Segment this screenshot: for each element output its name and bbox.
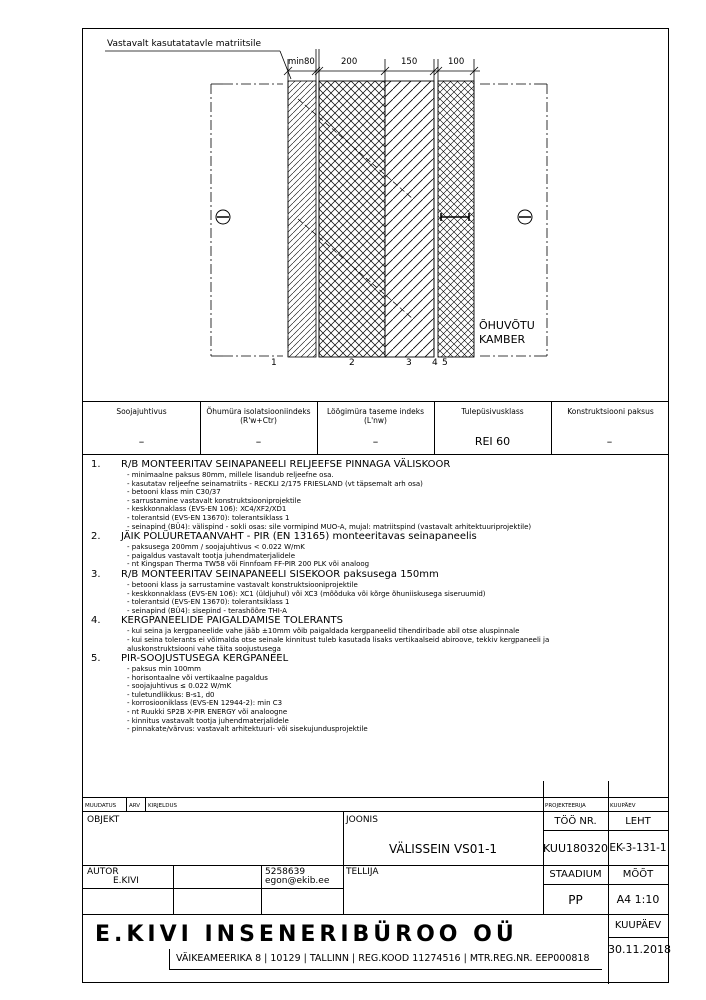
note-item: - minimaalne paksus 80mm, millele lisandub reljeefne osa. [127, 471, 334, 479]
note-item: - kasutatav reljeefne seinamatriits - RECKLI 2/175 FRIESLAND (vt täpsemalt arh osa) [127, 479, 423, 488]
too-nr-label: TÖÖ NR. [554, 816, 597, 827]
company-name: E.KIVI INSENERIBÜROO OÜ [95, 922, 518, 947]
note-title: KERGPANEELIDE PAIGALDAMISE TOLERANTS [121, 615, 343, 627]
notes-list [91, 459, 661, 734]
rev-arv: ARV [129, 803, 141, 809]
rev-projekteerija: PROJEKTEERIJA [545, 803, 586, 809]
note-heading [91, 531, 661, 543]
kuupaev-label: KUUPÄEV [614, 920, 662, 931]
rev-kuupaev: KUUPÄEV [610, 803, 636, 809]
section-marker-left [216, 210, 230, 224]
divider [83, 454, 668, 455]
prop-value-loogimura: – [372, 435, 379, 448]
note-item: - paigaldus vastavalt tootja juhendmaterjalidele [127, 551, 295, 560]
col-divider [343, 811, 344, 914]
note-item: - nt Kingspan Therma TW58 või Finnfoam FF-PIR 200 PLK või analoog [127, 560, 370, 569]
tellija-label: TELLIJA [346, 867, 379, 877]
divider [543, 830, 668, 831]
note-number: 1. [91, 459, 101, 470]
col-divider [145, 797, 146, 811]
col-divider [261, 865, 262, 914]
divider [83, 401, 668, 402]
note-item: - betooni klass min C30/37 [127, 488, 221, 497]
leht-label: LEHT [625, 816, 651, 827]
dim-100: 100 [448, 57, 465, 67]
note-title: PIR-SOOJUSTUSEGA KERGPANEEL [121, 653, 289, 665]
note-item: - tuletundlikkus: B-s1, d0 [127, 690, 215, 699]
prop-label-ohumura: Õhumüra isolatsiooniindeks (R'w+Ctr) [206, 407, 311, 425]
note-item: - tolerantsid (EVS-EN 13670): tolerantsiklass 1 [127, 598, 290, 607]
prop-value-tulepusivus: REI 60 [474, 435, 511, 448]
note-heading [91, 653, 661, 665]
layer-number-4: 4 [432, 358, 438, 368]
objekt-label: OBJEKT [87, 815, 120, 825]
phone: 5258639 [265, 867, 306, 877]
layer-pir-insulation [319, 81, 385, 357]
drawing-sheet [82, 28, 669, 983]
joonis-label: JOONIS [346, 815, 378, 825]
note-item: - seinapind (BÜ4): sisepind - terashõõre THI-A [127, 606, 287, 615]
email: egon@ekib.ee [265, 876, 330, 886]
notes-section [91, 459, 661, 734]
col-divider [126, 797, 127, 811]
divider [543, 884, 668, 885]
note-number: 2. [91, 531, 101, 543]
note-title: JÄIK POLÜURETAANVAHT - PIR (EN 13165) monteeritavas seinapaneelis [121, 531, 477, 543]
divider [83, 797, 668, 798]
rev-kirjeldus: KIRJELDUS [148, 803, 177, 809]
note-item: - pinnakate/värvus: vastavalt arhitektuuri- või sisekujundusprojektile [127, 725, 368, 734]
layer-number-2: 2 [349, 358, 355, 368]
note-block [91, 459, 661, 531]
layer-number-5: 5 [442, 358, 448, 368]
note-block [91, 653, 661, 734]
prop-value-ohumura: – [255, 435, 262, 448]
top-note: Vastavalt kasutatatavle matriitsile [107, 39, 262, 49]
leht-value: EK-3-131-1 [609, 842, 667, 854]
note-item: - seinapind (BÜ4): välispind - sokli osas: sile vormipind MUO-A, mujal: matriitspind (vastavalt arhitektuuriprojektile) [127, 522, 532, 531]
note-item: - korrosiooniklass (EVS-EN 12944-2): min C3 [127, 699, 283, 708]
rev-muudatus: MUUDATUS [85, 803, 117, 809]
prop-value-paksus: – [606, 435, 613, 448]
note-item: - kui seina ja kergpaneelide vahe jääb ±10mm võib paigaldada kergpaneelid tihendiribade abil otse aluspinnale [127, 627, 520, 636]
staadium-value: PP [568, 893, 583, 907]
note-heading [91, 459, 661, 471]
note-item: - horisontaalne või vertikaalne pagaldus [127, 673, 268, 682]
divider [608, 937, 668, 938]
layer-outer-concrete [288, 81, 316, 357]
note-item: - kui seina tolerants ei võimalda otse seinale kinnitust tuleb kasutada lisaks vertikaalseid abiroove, tekkiv kergpaneeli ja [127, 635, 550, 644]
dim-min80: min80 [288, 57, 315, 67]
wall-section-drawing [83, 29, 668, 401]
dim-150: 150 [401, 57, 418, 67]
note-item: - keskkonnaklass (EVS-EN 106): XC4/XF2/XD1 [127, 505, 287, 514]
joonis-value: VÄLISSEIN VS01-1 [388, 842, 498, 856]
note-item: - paksus min 100mm [127, 665, 201, 674]
note-item: - kinnitus vastavalt tootja juhendmaterjalidele [127, 716, 289, 725]
note-number: 4. [91, 615, 101, 627]
prop-label-paksus: Konstruktsiooni paksus [567, 407, 654, 416]
col-divider [173, 865, 174, 914]
note-item: - keskkonnaklass (EVS-EN 106): XC1 (üldjuhul) või XC3 (mõõduka või kõrge õhuniiskusega siseruumid) [127, 589, 486, 598]
col-divider [608, 781, 609, 811]
note-item: aluskonstruktsiooni vahe täita soojustusega [127, 644, 281, 653]
note-block [91, 531, 661, 569]
prop-label-soojajuhtivus: Soojajuhtivus [116, 407, 167, 416]
prop-label-tulepusivus: Tulepüsivusklass [461, 407, 524, 416]
col-divider [543, 781, 544, 811]
prop-label-loogimura: Löögimüra taseme indeks (L'nw) [326, 407, 425, 425]
staadium-label: STAADIUM [549, 869, 602, 880]
note-block [91, 569, 661, 615]
autor-label: AUTOR [87, 867, 119, 877]
note-block [91, 615, 661, 653]
note-item: - soojajuhtivus ≤ 0.022 W/mK [127, 682, 232, 691]
note-number: 5. [91, 653, 101, 665]
note-number: 3. [91, 568, 101, 580]
divider [83, 811, 668, 812]
note-heading [91, 569, 661, 581]
kuupaev-value: 30.11.2018 [608, 943, 671, 956]
dim-200: 200 [341, 57, 358, 67]
too-nr-value: KUU180320 [543, 842, 609, 855]
prop-value-soojajuhtivus: – [138, 435, 145, 448]
note-title: R/B MONTEERITAV SEINAPANEELI RELJEEFSE PINNAGA VÄLISKOOR [121, 459, 451, 470]
layer-number-3: 3 [406, 358, 412, 368]
company-address: VÄIKEAMEERIKA 8 | 10129 | TALLINN | REG.KOOD 11274516 | MTR.REG.NR. EEP000818 [169, 949, 602, 970]
note-item: - tolerantsid (EVS-EN 13670): tolerantsiklass 1 [127, 513, 290, 522]
divider [83, 914, 668, 915]
divider [83, 888, 343, 889]
autor-value: E.KIVI [113, 876, 139, 886]
moot-value: A4 1:10 [616, 893, 660, 906]
note-item: - betooni klass ja sarrustamine vastavalt konstruktsiooniprojektile [127, 580, 358, 589]
divider [83, 865, 668, 866]
note-item: - sarrustamine vastavalt konstruktsiooniprojektile [127, 496, 301, 505]
note-title: R/B MONTEERITAV SEINAPANEELI SISEKOOR paksusega 150mm [121, 568, 439, 580]
section-marker-right [518, 210, 532, 224]
note-heading [91, 615, 661, 627]
moot-label: MÕÕT [622, 869, 654, 880]
note-item: - paksusega 200mm / soojajuhtivus < 0.022 W/mK [127, 543, 305, 552]
chamber-label: ÕHUVÕTU KAMBER [479, 319, 535, 346]
note-item: - nt Ruukki SP2B X-PIR ENERGY või analoogne [127, 708, 288, 717]
layer-number-1: 1 [271, 358, 277, 368]
